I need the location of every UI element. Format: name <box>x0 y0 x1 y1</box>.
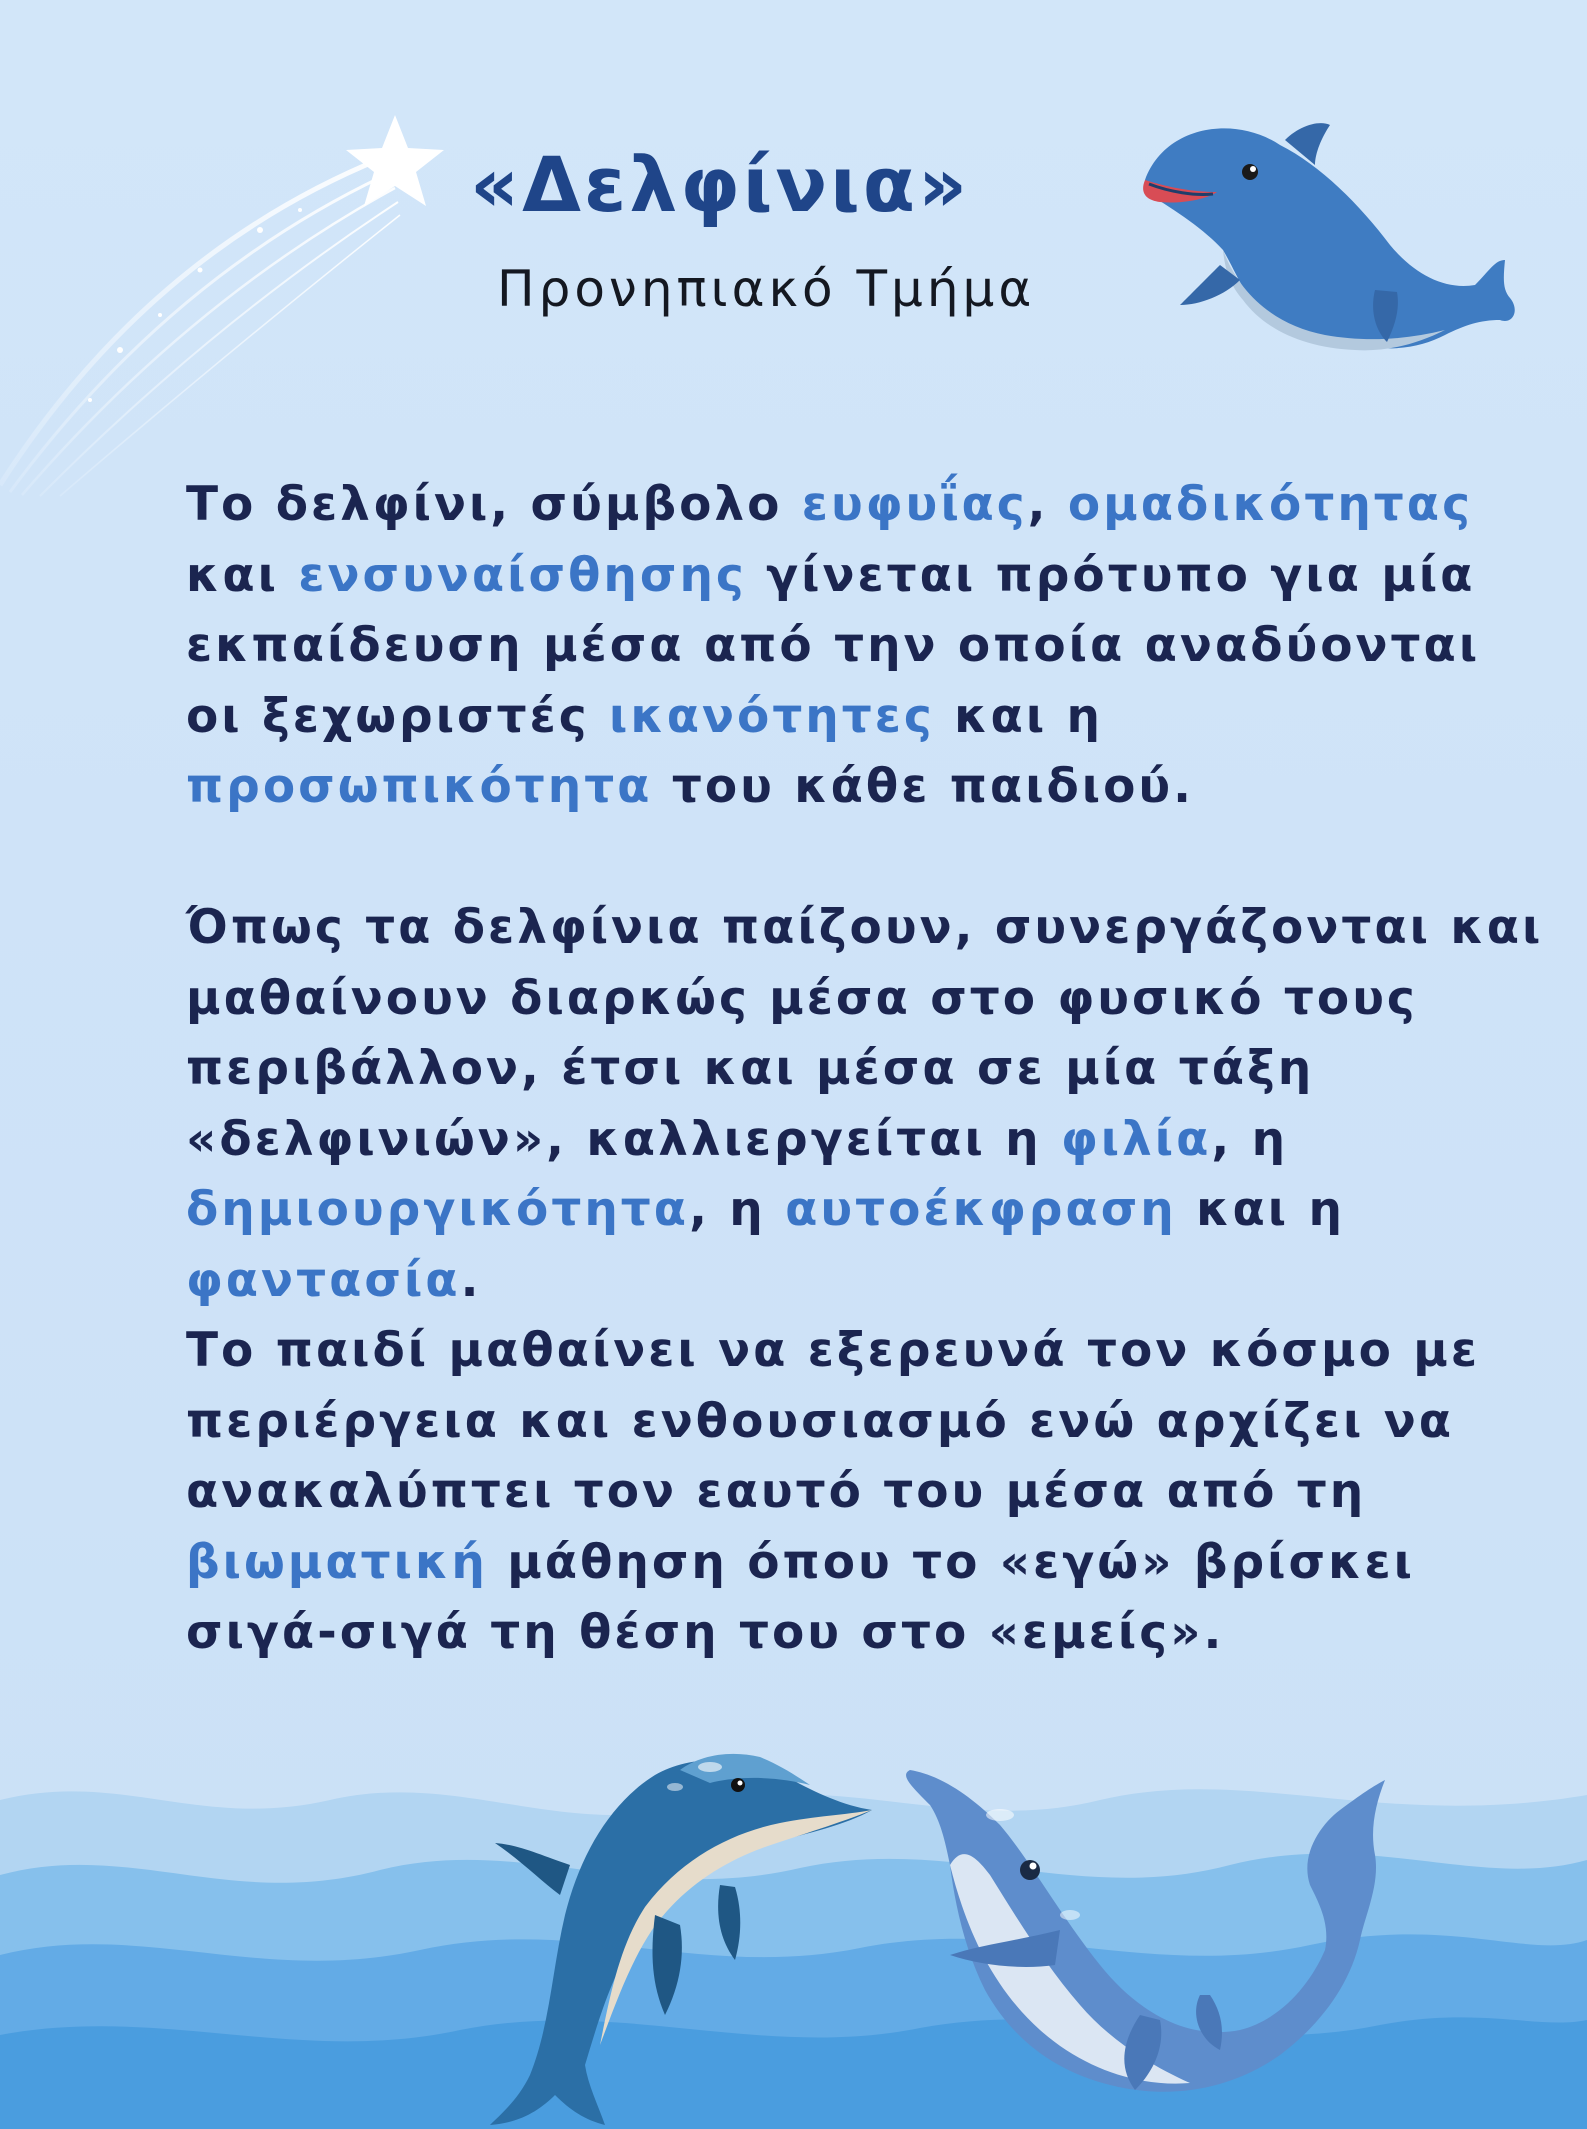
text-line <box>186 1457 1486 1528</box>
text-line <box>186 1246 1486 1317</box>
text-line <box>186 682 1486 753</box>
text-line <box>186 1105 1486 1176</box>
highlight-word: βιωματική <box>186 1534 488 1590</box>
text-segment: ανακαλύπτει τον εαυτό του μέσα από τη <box>186 1464 1367 1519</box>
highlight-word: αυτοέκφραση <box>785 1182 1177 1237</box>
text-segment: εκπαίδευση μέσα από την οποία αναδύονται <box>186 618 1481 673</box>
text-line <box>186 752 1486 823</box>
dolphin-icon <box>870 1765 1400 2129</box>
text-segment: Το παιδί μαθαίνει να εξερευνά τον κόσμο με <box>186 1323 1480 1378</box>
text-segment: περιβάλλον, έτσι και μέσα σε μία τάξη <box>186 1041 1315 1096</box>
highlight-word: ομαδικότητας <box>1067 477 1473 532</box>
highlight-word: ικανότητες <box>609 688 935 744</box>
text-line <box>186 1175 1486 1246</box>
text-line <box>186 470 1486 541</box>
text-segment: , <box>1027 477 1068 532</box>
text-segment: Όπως τα δελφίνια παίζουν, συνεργάζονται και <box>186 900 1544 955</box>
text-segment: του κάθε παιδιού. <box>652 759 1194 814</box>
text-segment: «δελφινιών», καλλιεργείται η <box>186 1111 1061 1167</box>
text-line <box>186 1598 1486 1669</box>
highlight-word: φαντασία <box>186 1252 461 1308</box>
highlight-word: δημιουργικότητα <box>186 1182 690 1237</box>
text-line <box>186 1528 1486 1599</box>
text-segment: γίνεται πρότυπο για μία <box>746 547 1476 603</box>
page-title: «Δελφίνια» <box>470 140 971 229</box>
main-text <box>186 470 1544 1669</box>
text-segment: και η <box>934 688 1103 744</box>
text-segment: οι ξεχωριστές <box>186 688 610 744</box>
highlight-word: ενσυναίσθησης <box>298 547 747 603</box>
text-segment: μάθηση όπου το «εγώ» βρίσκει <box>487 1534 1415 1590</box>
text-line <box>186 1316 1486 1387</box>
page-subtitle: Προνηπιακό Τμήμα <box>497 260 1036 318</box>
text-segment: , η <box>1211 1111 1289 1167</box>
text-segment: . <box>460 1252 482 1308</box>
text-line <box>186 964 1486 1035</box>
text-segment: και η <box>1176 1182 1345 1237</box>
paragraph-gap <box>186 823 1486 894</box>
text-line <box>186 1034 1486 1105</box>
text-segment: Το δελφίνι, σύμβολο <box>186 477 802 532</box>
text-line <box>186 893 1544 964</box>
text-line <box>186 611 1486 682</box>
dolphin-icon <box>480 1715 880 2129</box>
highlight-word: φιλία <box>1060 1111 1212 1167</box>
text-segment: σιγά-σιγά τη θέση του στο «εμείς». <box>186 1605 1225 1660</box>
text-segment: και <box>186 547 299 603</box>
dolphin-icon <box>1125 120 1515 390</box>
text-line <box>186 1387 1486 1458</box>
highlight-word: ευφυΐας <box>801 477 1028 532</box>
text-segment: περιέργεια και ενθουσιασμό ενώ αρχίζει να <box>186 1393 1455 1449</box>
shooting-star-icon <box>0 100 460 500</box>
text-segment: , η <box>689 1182 786 1237</box>
highlight-word: προσωπικότητα <box>186 759 653 814</box>
text-line <box>186 541 1486 612</box>
text-segment: μαθαίνουν διαρκώς μέσα στο φυσικό τους <box>186 970 1418 1026</box>
